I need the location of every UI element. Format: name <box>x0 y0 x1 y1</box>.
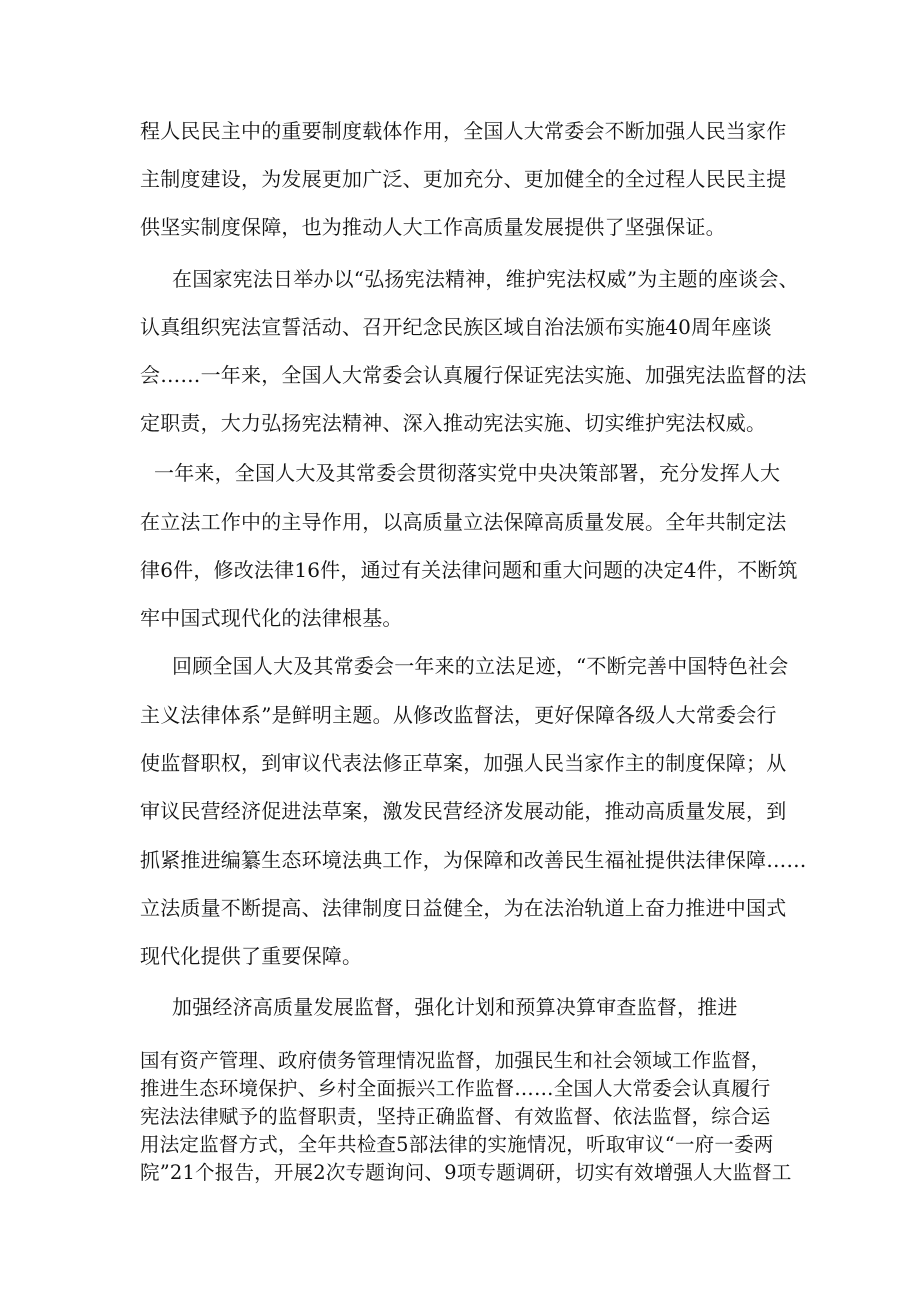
text-line: 牢中国式现代化的法律根基。 <box>140 606 403 630</box>
text-line: 用法定监督方式，全年共检查5部法律的实施情况，听取审议“一府一委两 <box>140 1133 774 1156</box>
text-line: 会……一年来，全国人大常委会认真履行保证宪法实施、加强宪法监督的法 <box>140 363 807 387</box>
text-line: 程人民民主中的重要制度载体作用，全国人大常委会不断加强人民当家作 <box>140 119 787 143</box>
text-line: 加强经济高质量发展监督，强化计划和预算决算审查监督，推进 <box>172 995 738 1019</box>
text-line: 院”21个报告，开展2次专题询问、9项专题调研，切实有效增强人大监督工 <box>140 1161 792 1184</box>
text-line: 现代化提供了重要保障。 <box>140 944 363 968</box>
text-line: 回顾全国人大及其常委会一年来的立法足迹，“不断完善中国特色社会 <box>172 654 789 678</box>
text-line: 使监督职权，到审议代表法修正草案，加强人民当家作主的制度保障；从 <box>140 751 787 775</box>
text-line: 国有资产管理、政府债务管理情况监督，加强民生和社会领域工作监督， <box>140 1049 771 1072</box>
text-line: 在国家宪法日举办以“弘扬宪法精神，维护宪法权威”为主题的座谈会、 <box>172 267 799 291</box>
text-line: 定职责，大力弘扬宪法精神、深入推动宪法实施、切实维护宪法权威。 <box>140 411 767 435</box>
text-line: 主制度建设，为发展更加广泛、更加充分、更加健全的全过程人民民主提 <box>140 167 787 191</box>
text-line: 宪法法律赋予的监督职责，坚持正确监督、有效监督、依法监督，综合运 <box>140 1105 771 1128</box>
text-line: 认真组织宪法宣誓活动、召开纪念民族区域自治法颁布实施40周年座谈 <box>140 315 772 339</box>
text-line: 立法质量不断提高、法律制度日益健全，为在法治轨道上奋力推进中国式 <box>140 896 787 920</box>
text-line: 供坚实制度保障，也为推动人大工作高质量发展提供了坚强保证。 <box>140 215 726 239</box>
text-line: 在立法工作中的主导作用，以高质量立法保障高质量发展。全年共制定法 <box>140 510 787 534</box>
text-line: 抓紧推进编纂生态环境法典工作，为保障和改善民生福祉提供法律保障…… <box>140 848 807 872</box>
text-line: 主义法律体系”是鲜明主题。从修改监督法，更好保障各级人大常委会行 <box>140 703 777 727</box>
text-line: 一年来，全国人大及其常委会贯彻落实党中央决策部署，充分发挥人大 <box>154 461 781 485</box>
text-line: 律6件，修改法律16件，通过有关法律问题和重大问题的决定4件，不断筑 <box>140 558 798 582</box>
text-line: 推进生态环境保护、乡村全面振兴工作监督……全国人大常委会认真履行 <box>140 1077 771 1100</box>
text-line: 审议民营经济促进法草案，激发民营经济发展动能，推动高质量发展，到 <box>140 799 787 823</box>
